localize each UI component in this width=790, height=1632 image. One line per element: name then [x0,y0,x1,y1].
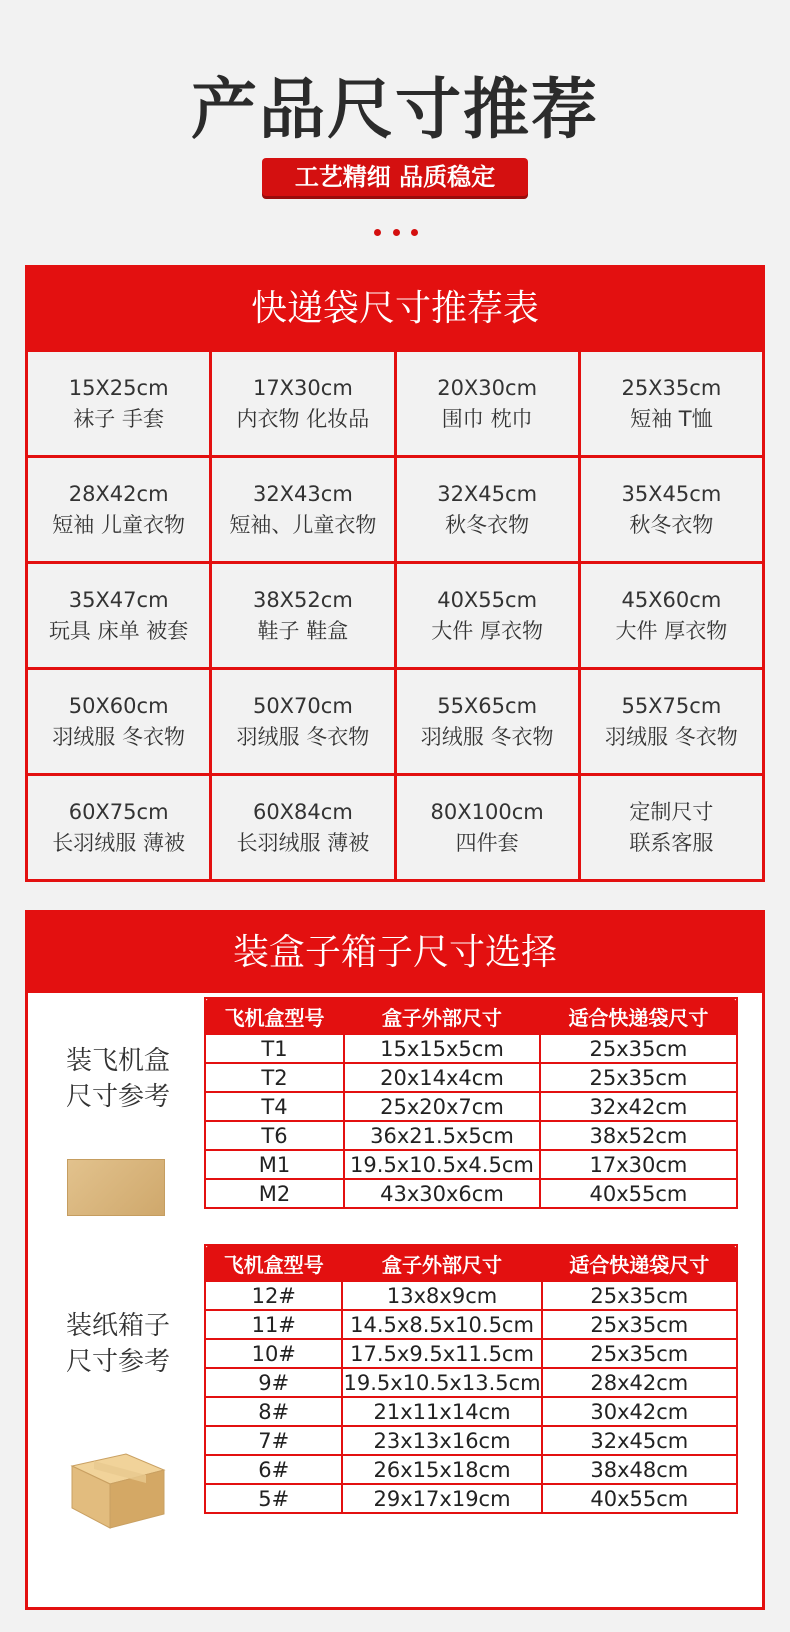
bag-size-cell [581,458,762,561]
cell-model: T1 [205,1034,344,1063]
bag-size-cell [397,564,578,667]
bag-size-use: 内衣物 化妆品 [236,406,370,431]
bag-size-cell [28,352,209,455]
cell-model: M1 [205,1150,344,1179]
col-header-outer-size: 盒子外部尺寸 [344,998,540,1034]
bag-size-cell [581,352,762,455]
bag-size-use: 袜子 手套 [73,406,164,431]
table-header-row [205,1245,737,1281]
cell-outer-size: 19.5x10.5x4.5cm [344,1150,540,1179]
bag-size-use: 羽绒服 冬衣物 [236,724,370,749]
cell-bag-size: 25x35cm [540,1034,737,1063]
cell-model: 5# [205,1484,342,1513]
table-row [205,1484,737,1513]
bag-size-value: 17X30cm [252,375,353,400]
cell-outer-size: 26x15x18cm [342,1455,541,1484]
table-row [205,1179,737,1208]
cell-outer-size: 21x11x14cm [342,1397,541,1426]
bag-size-use: 短袖 儿童衣物 [52,512,185,537]
cell-outer-size: 14.5x8.5x10.5cm [342,1310,541,1339]
dot [393,229,400,236]
table-row [205,1092,737,1121]
carton-label-line2: 尺寸参考 [65,1347,170,1377]
dot [374,229,381,236]
mailer-box-image [67,1159,165,1216]
cell-outer-size: 23x13x16cm [342,1426,541,1455]
table-row [205,1281,737,1310]
bag-size-value: 50X60cm [68,693,169,718]
box-panel-title: 装盒子箱子尺寸选择 [28,913,762,993]
bag-size-use: 长羽绒服 薄被 [236,830,370,855]
table-row [205,1063,737,1092]
cell-model: T2 [205,1063,344,1092]
bag-size-use: 秋冬衣物 [629,512,714,537]
bag-size-use: 大件 厚衣物 [615,618,728,643]
carton-label [58,1308,178,1380]
cell-model: 12# [205,1281,342,1310]
decorative-dots [374,229,418,237]
bag-size-value: 32X43cm [252,481,353,506]
cell-bag-size: 25x35cm [542,1310,737,1339]
cell-bag-size: 25x35cm [542,1339,737,1368]
bag-size-value: 55X65cm [437,693,538,718]
page-title: 产品尺寸推荐 [191,71,599,148]
bag-size-cell [581,670,762,773]
cell-bag-size: 17x30cm [540,1150,737,1179]
bag-size-cell [28,670,209,773]
bag-size-cell [212,458,393,561]
carton-size-table [204,1244,738,1514]
subtitle-badge: 工艺精细 品质稳定 [262,158,528,196]
cell-outer-size: 29x17x19cm [342,1484,541,1513]
mailer-label [58,1043,178,1115]
cell-outer-size: 15x15x5cm [344,1034,540,1063]
table-row [205,1150,737,1179]
table-row [205,1455,737,1484]
cell-outer-size: 17.5x9.5x11.5cm [342,1339,541,1368]
col-header-bag-size: 适合快递袋尺寸 [542,1245,737,1281]
bag-size-use: 短袖 T恤 [630,406,713,431]
cell-model: 9# [205,1368,342,1397]
cell-model: T4 [205,1092,344,1121]
dot [411,229,418,236]
bag-size-use: 鞋子 鞋盒 [257,618,349,643]
bag-size-value: 55X75cm [621,693,722,718]
bag-size-value: 38X52cm [252,587,353,612]
bag-size-value: 35X45cm [621,481,722,506]
cell-bag-size: 25x35cm [540,1063,737,1092]
cell-bag-size: 38x52cm [540,1121,737,1150]
bag-size-value: 28X42cm [68,481,169,506]
bag-size-value: 50X70cm [252,693,353,718]
table-row [205,1121,737,1150]
bag-size-use: 联系客服 [629,830,714,855]
bag-size-use: 四件套 [455,830,519,855]
col-header-model: 飞机盒型号 [205,1245,342,1281]
cell-outer-size: 20x14x4cm [344,1063,540,1092]
table-header-row [205,998,737,1034]
cell-model: T6 [205,1121,344,1150]
cell-outer-size: 13x8x9cm [342,1281,541,1310]
col-header-model: 飞机盒型号 [205,998,344,1034]
cell-model: 8# [205,1397,342,1426]
bag-size-cell [397,458,578,561]
bag-size-value: 定制尺寸 [629,799,714,824]
col-header-outer-size: 盒子外部尺寸 [342,1245,541,1281]
cell-bag-size: 25x35cm [542,1281,737,1310]
table-row [205,1426,737,1455]
cell-model: 11# [205,1310,342,1339]
bag-size-use: 短袖、儿童衣物 [229,512,377,537]
cell-model: 7# [205,1426,342,1455]
bag-size-value: 15X25cm [68,375,169,400]
bag-size-cell [581,776,762,879]
bag-size-use: 羽绒服 冬衣物 [420,724,554,749]
bag-size-use: 大件 厚衣物 [431,618,543,643]
bag-size-value: 35X47cm [68,587,169,612]
cell-bag-size: 40x55cm [542,1484,737,1513]
bag-size-value: 40X55cm [437,587,538,612]
table-row [205,1339,737,1368]
bag-size-value: 20X30cm [437,375,538,400]
bag-size-cell [28,564,209,667]
table-row [205,1310,737,1339]
cell-bag-size: 32x45cm [542,1426,737,1455]
cell-bag-size: 32x42cm [540,1092,737,1121]
bag-size-use: 围巾 枕巾 [441,406,533,431]
mailer-label-line1: 装飞机盒 [65,1046,170,1076]
cell-outer-size: 25x20x7cm [344,1092,540,1121]
bag-size-use: 秋冬衣物 [445,512,530,537]
cell-outer-size: 43x30x6cm [344,1179,540,1208]
bag-size-value: 80X100cm [430,799,544,824]
bag-size-cell [397,352,578,455]
cell-bag-size: 28x42cm [542,1368,737,1397]
bag-size-cell [581,564,762,667]
cell-model: M2 [205,1179,344,1208]
cell-bag-size: 30x42cm [542,1397,737,1426]
bag-size-cell [28,776,209,879]
carton-label-line1: 装纸箱子 [65,1311,170,1341]
bag-size-value: 45X60cm [621,587,722,612]
bag-size-cell [212,352,393,455]
cell-outer-size: 19.5x10.5x13.5cm [342,1368,541,1397]
col-header-bag-size: 适合快递袋尺寸 [540,998,737,1034]
cell-model: 6# [205,1455,342,1484]
bag-size-use: 玩具 床单 被套 [48,618,189,643]
bag-size-use: 长羽绒服 薄被 [52,830,185,855]
box-size-panel [25,910,765,1610]
mailer-size-table [204,997,738,1209]
table-row [205,1397,737,1426]
mailer-label-line2: 尺寸参考 [65,1082,170,1112]
bag-size-value: 60X75cm [68,799,169,824]
bag-size-use: 羽绒服 冬衣物 [605,724,738,749]
cell-model: 10# [205,1339,342,1368]
cell-bag-size: 40x55cm [540,1179,737,1208]
cell-bag-size: 38x48cm [542,1455,737,1484]
bag-size-value: 32X45cm [437,481,538,506]
bag-size-grid [28,349,762,879]
bag-size-cell [397,670,578,773]
bag-size-use: 羽绒服 冬衣物 [52,724,185,749]
bag-size-value: 25X35cm [621,375,722,400]
bag-size-value: 60X84cm [252,799,353,824]
bag-size-cell [28,458,209,561]
cell-outer-size: 36x21.5x5cm [344,1121,540,1150]
bag-size-panel [25,265,765,882]
table-row [205,1368,737,1397]
bag-size-cell [212,670,393,773]
bag-size-cell [212,776,393,879]
bag-panel-title: 快递袋尺寸推荐表 [28,268,762,349]
bag-size-cell [212,564,393,667]
bag-size-cell [397,776,578,879]
carton-box-icon [64,1436,172,1532]
table-row [205,1034,737,1063]
